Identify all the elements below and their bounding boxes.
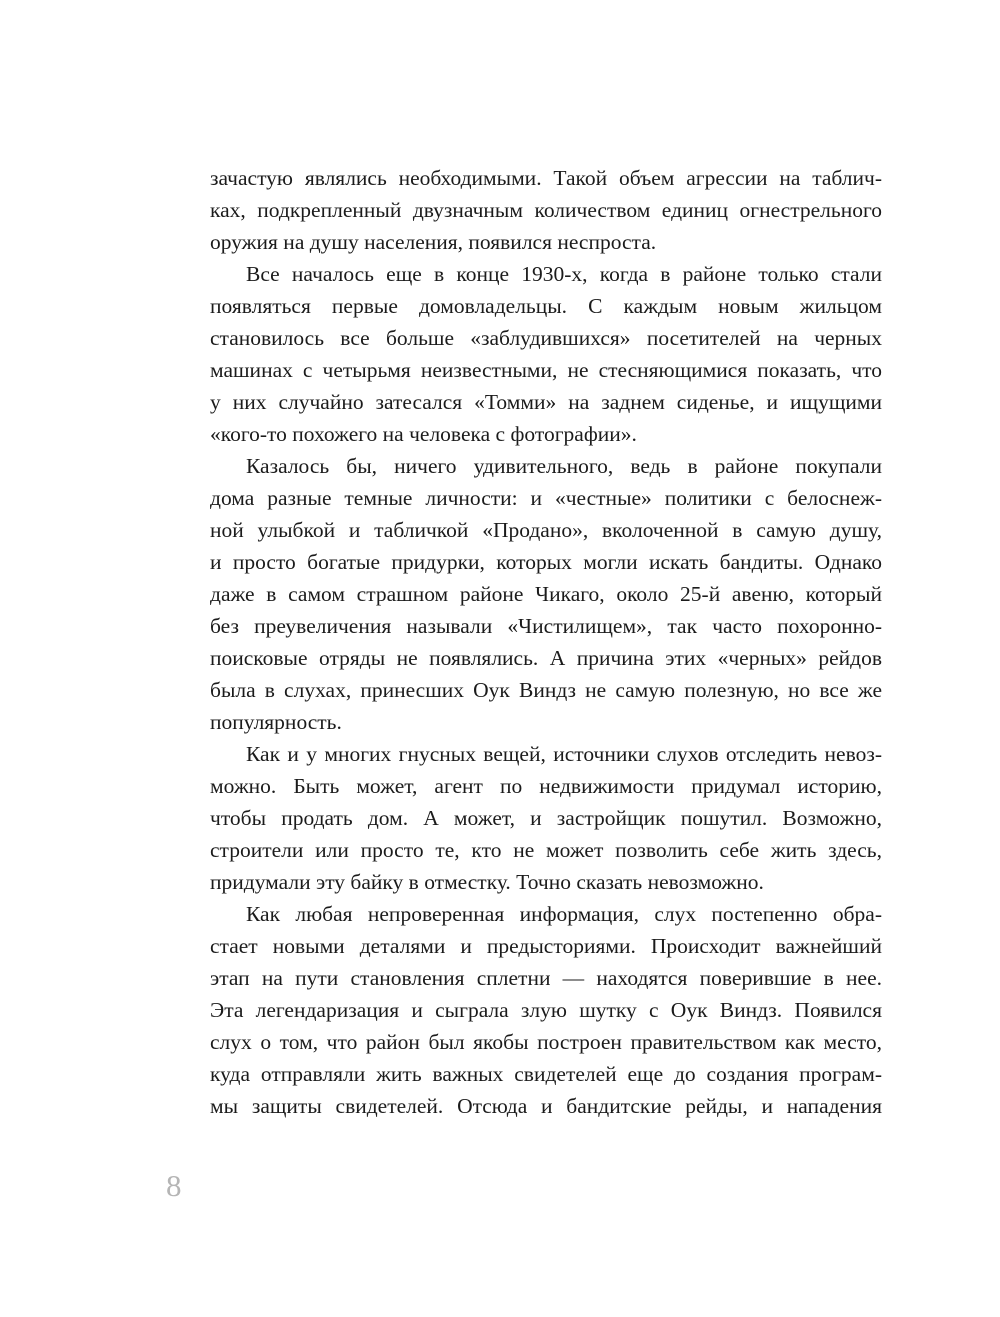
text-line: Казалось бы, ничего удивительного, ведь в районе покупали <box>246 454 882 478</box>
paragraph <box>210 162 882 258</box>
text-line: этап на пути становления сплетни — находятся поверившие в нее. <box>210 966 882 990</box>
text-line: стает новыми деталями и предысториями. Происходит важнейший <box>210 934 882 958</box>
text-line: у них случайно затесался «Томми» на заднем сиденье, и ищущими <box>210 390 882 414</box>
page-text <box>210 162 882 1122</box>
text-line: Как любая непроверенная информация, слух постепенно обра- <box>246 902 882 926</box>
text-line: «кого-то похожего на человека с фотографии». <box>210 422 637 446</box>
text-line: и просто богатые придурки, которых могли искать бандиты. Однако <box>210 550 882 574</box>
text-line: становилось все больше «заблудившихся» посетителей на черных <box>210 326 882 350</box>
text-line: ках, подкрепленный двузначным количеством единиц огнестрельного <box>210 198 882 222</box>
paragraph <box>210 450 882 738</box>
page-number: 8 <box>166 1168 182 1203</box>
text-line: появляться первые домовладельцы. С каждым новым жильцом <box>210 294 882 318</box>
text-line: машинах с четырьмя неизвестными, не стесняющимися показать, что <box>210 358 882 382</box>
text-line: ной улыбкой и табличкой «Продано», вколоченной в самую душу, <box>210 518 882 542</box>
text-line: Эта легендаризация и сыграла злую шутку с Оук Виндз. Появился <box>210 998 882 1022</box>
text-line: слух о том, что район был якобы построен правительством как место, <box>210 1030 882 1054</box>
text-line: дома разные темные личности: и «честные» политики с белоснеж- <box>210 486 882 510</box>
text-line: можно. Быть может, агент по недвижимости придумал историю, <box>210 774 882 798</box>
text-line: была в слухах, принесших Оук Виндз не самую полезную, но все же <box>210 678 882 702</box>
text-line: без преувеличения называли «Чистилищем», так часто похоронно- <box>210 614 882 638</box>
text-line: строители или просто те, кто не может позволить себе жить здесь, <box>210 838 882 862</box>
text-line: оружия на душу населения, появился неспроста. <box>210 230 657 254</box>
text-line: поисковые отряды не появлялись. А причина этих «черных» рейдов <box>210 646 882 670</box>
text-line: Как и у многих гнусных вещей, источники слухов отследить невоз- <box>246 742 882 766</box>
text-line: зачастую являлись необходимыми. Такой объем агрессии на таблич- <box>210 166 882 190</box>
paragraph <box>210 738 882 898</box>
text-line: придумали эту байку в отместку. Точно сказать невозможно. <box>210 870 764 894</box>
paragraph <box>210 898 882 1122</box>
text-line: куда отправляли жить важных свидетелей еще до создания програм- <box>210 1062 882 1086</box>
text-line: Все началось еще в конце 1930-х, когда в районе только стали <box>246 262 882 286</box>
paragraph <box>210 258 882 450</box>
text-line: даже в самом страшном районе Чикаго, около 25-й авеню, который <box>210 582 882 606</box>
text-line: мы защиты свидетелей. Отсюда и бандитские рейды, и нападения <box>210 1094 882 1118</box>
text-line: популярность. <box>210 710 342 734</box>
text-line: чтобы продать дом. А может, и застройщик пошутил. Возможно, <box>210 806 882 830</box>
